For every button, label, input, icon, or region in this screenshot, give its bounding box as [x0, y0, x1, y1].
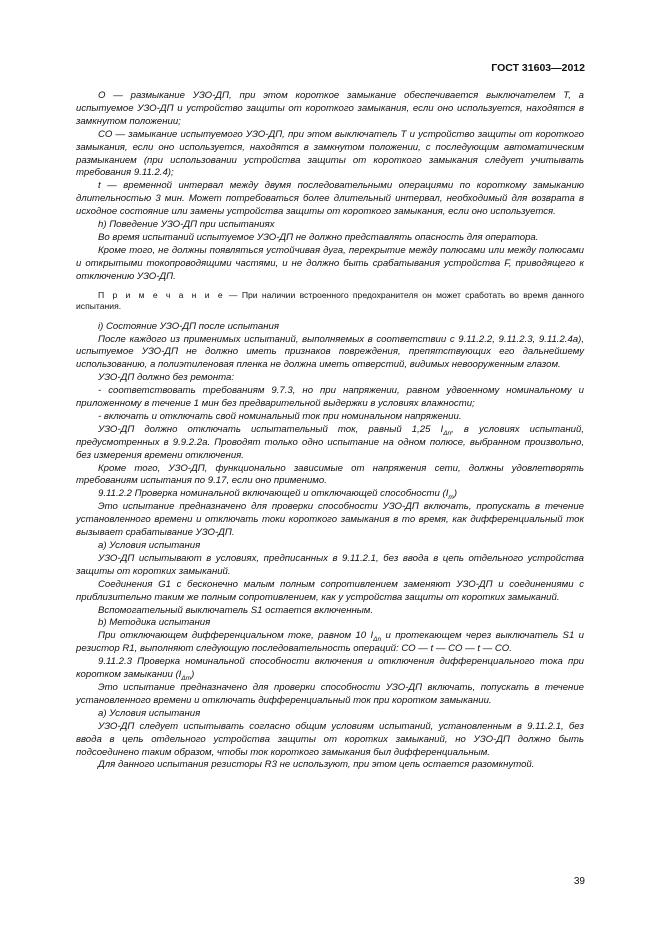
paragraph: УЗО-ДП должно без ремонта: [98, 372, 235, 384]
paragraph: Это испытание предназначено для проверки способности УЗО-ДП включать, пропускать в течение установленного времени и отключать токи короткого замыкания в то время, как дифференциальный ток вызывает срабатывание УЗО-ДП. [76, 501, 584, 539]
paragraph: УЗО-ДП следует испытывать согласно общим условиям испытаний, установленным в 9.11.2.1, без ввода в цепь отдельного устройства защиты от коротких замыканий, но УЗО-ДП должно быть подсоединено таким образом, чтобы ток короткого замыкания был дифференциальным. [76, 720, 584, 758]
clause-9-11-2-3: 9.11.2.3 Проверка номинальной способности включения и отключения дифференциального тока при коротком замыкании $(I_{\Delta m})$ [76, 656, 584, 682]
section-heading: i) Состояние УЗО-ДП после испытания [98, 320, 280, 332]
page-number: 39 [573, 876, 585, 887]
list-item: - включать и отключать свой номинальный ток при номинальном напряжении. [98, 410, 462, 422]
document-body [76, 90, 584, 772]
paragraph: Для данного испытания резисторы R3 не используют, при этом цепь остается разомкнутой. [98, 759, 535, 771]
list-item: - соответствовать требованиям 9.7.3, но при напряжении, равном удвоенному номинальному и приложенному в течение 1 мин без предварительной выдержки в условиях влажности; [76, 385, 584, 410]
note-label: П р и м е ч а н и е [98, 289, 225, 300]
note [76, 290, 584, 313]
paragraph: После каждого из применимых испытаний, выполняемых в соответствии с 9.11.2.2, 9.11.2.3, 9.11.2.4а), испытуемое УЗО-ДП не должно иметь признаков повреждения, препятствующих его дальнейшему использованию, а полиэтиленовая пленка не должна иметь отверстий, видимых невооруженным глазом. [76, 333, 584, 371]
section-heading: а) Условия испытания [98, 707, 201, 719]
section-heading: h) Поведение УЗО-ДП при испытаниях [98, 219, 275, 231]
paragraph: t — временной интервал между двумя последовательными операциями по короткому замыканию длительностью 3 мин. Может потребоваться более длительный интервал, необходимый для возврата в исходное состояние или замены устройства защиты от короткого замыкания, если оно используется. [76, 180, 584, 218]
paragraph-trip-current: УЗО-ДП должно отключать испытательный ток, равный 1,25 $I_{\Delta n}$, в условиях испытаний, предусмотренных в 9.9.2.2а. Проводят только одно испытание на одном полюсе, выбранном произвольно, без измерения времени отключения. [76, 423, 584, 461]
paragraph: Это испытание предназначено для проверки способности УЗО-ДП включать, попускать в течение установленного времени и отключать дифференциальный ток при коротком замыкании. [76, 681, 584, 706]
paragraph: УЗО-ДП испытывают в условиях, предписанных в 9.11.2.1, без ввода в цепь отдельного устройства защиты от коротких замыканий. [76, 552, 584, 577]
paragraph: Соединения G1 с бесконечно малым полным сопротивлением заменяют УЗО-ДП и соединениями с приблизительно таким же полным сопротивлением, как у устройства защиты от коротких замыканий. [76, 578, 584, 603]
section-heading: b) Методика испытания [98, 617, 211, 629]
note-text: — При наличии встроенного предохранителя он может сработать во время данного испытания. [76, 289, 584, 312]
paragraph: О — размыкание УЗО-ДП, при этом короткое замыкание обеспечивается выключателем Т, а испытуемое УЗО-ДП и устройство защиты от короткого замыкания, если оно используется, находятся в замкнутом положении; [76, 90, 584, 127]
paragraph: Во время испытаний испытуемое УЗО-ДП не должно представлять опасность для оператора. [98, 231, 539, 243]
paragraph: Кроме того, УЗО-ДП, функционально зависимые от напряжения сети, должны удовлетворять требованиям испытания по 9.17, если оно применимо. [76, 462, 584, 487]
clause-9-11-2-2: 9.11.2.2 Проверка номинальной включающей и отключающей способности $(I_m)$ [98, 488, 458, 502]
paragraph: Вспомогательный выключатель S1 остается включенным. [98, 604, 374, 616]
section-heading: а) Условия испытания [98, 540, 201, 551]
paragraph: СО — замыкание испытуемого УЗО-ДП, при этом выключатель Т и устройство защиты от короткого замыкания, если оно используется, находятся в замкнутом положении, с последующим автоматическим размыканием (при использовании устройства защиты от короткого замыкания следует учитывать требования 9.11.2.4); [76, 128, 584, 179]
paragraph-test-method: При отключающем дифференциальном токе, равном 10 $I_{\Delta n}$ и протекающем через выключатель S1 и резистор R1, выполняют следующую последовательность операций: СО — t — СО — t — СО. [76, 630, 584, 655]
document-id: ГОСТ 31603—2012 [491, 62, 585, 74]
paragraph: Кроме того, не должны появляться устойчивая дуга, перекрытие между полюсами или между полюсами и открытыми токопроводящими частями, и не должно быть срабатывания устройства F, приводящего к отключению УЗО-ДП. [76, 244, 584, 282]
